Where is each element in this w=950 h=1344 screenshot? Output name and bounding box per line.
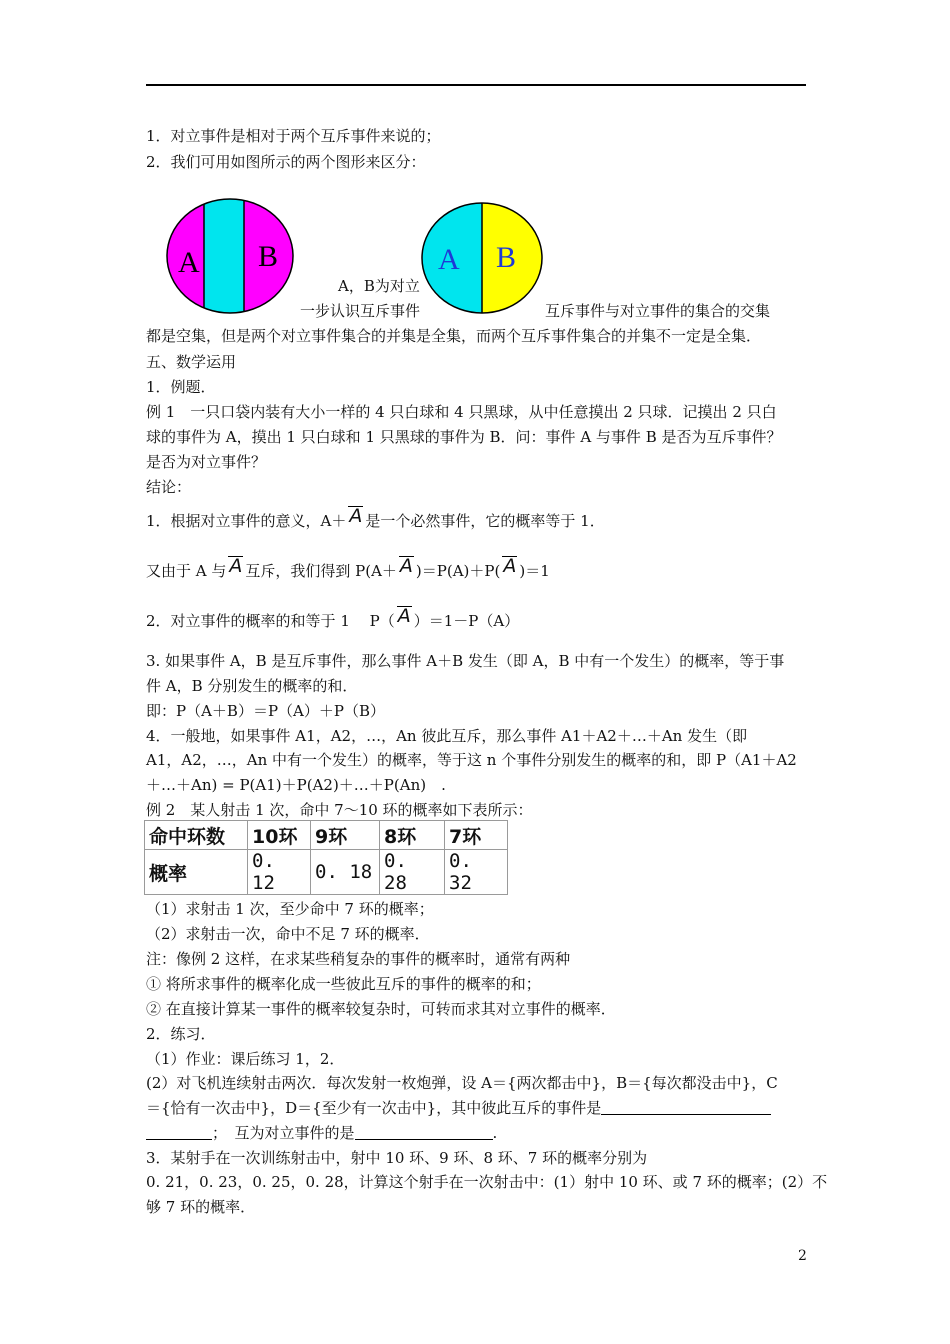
formula-line [146,556,550,581]
text-line [146,1098,771,1118]
text-line: (2）对飞机连续射击两次．每次发射一枚炮弹，设 A＝{两次都击中}，B＝{每次都没击中}，C [146,1074,778,1092]
answer-blank [355,1125,493,1140]
text-line: 一步认识互斥事件 [300,302,421,320]
answer-blank [601,1100,771,1115]
table-cell: 命中环数 [145,821,248,850]
text-line: ＋…＋An) = P(A1)＋P(A2)＋…＋P(An) . [146,776,446,794]
text-span: 2．对立事件的概率的和等于 1 P（ [146,612,395,630]
table-cell: 0. 28 [380,850,445,895]
page-number: 2 [798,1248,807,1264]
text-span: 互斥，我们得到 P(A＋ [245,562,397,580]
table-cell: 0. 32 [445,850,508,895]
text-line: ② 在直接计算某一事件的概率较复杂时，可转而求其对立事件的概率． [146,1000,616,1018]
text-line: （2）求射击一次，命中不足 7 环的概率． [146,925,430,943]
text-span: )＝1 [519,562,550,580]
answer-blank [146,1125,212,1140]
formula-line [146,506,605,531]
table-cell: 7环 [445,821,508,850]
text-line: （1）作业：课后练习 1，2． [146,1050,345,1068]
table-cell: 9环 [311,821,380,850]
table-cell: 8环 [380,821,445,850]
text-line: 结论： [146,478,192,496]
text-line: 够 7 环的概率． [146,1198,256,1216]
formula-line [146,606,519,631]
table-cell: 0. 12 [248,850,311,895]
text-line: 3. 如果事件 A，B 是互斥事件，那么事件 A＋B 发生（即 A，B 中有一个发生）的概率，等于事 [146,652,785,670]
text-span: )＝P(A)＋P( [415,562,501,580]
text-line: 即：P（A＋B）＝P（A）＋P（B） [146,702,385,720]
text-line: 4．一般地，如果事件 A1，A2，…，An 彼此互斥，那么事件 A1＋A2＋…＋An 发生（即 [146,727,748,745]
text-span: 是一个必然事件，它的概率等于 1． [365,512,605,530]
probability-table [144,820,508,895]
text-line: 2．我们可用如图所示的两个图形来区分： [146,153,426,171]
text-span: ）＝1－P（A） [413,612,520,630]
table-row [145,821,508,850]
event-b-label: B [258,240,279,273]
table-cell: 概率 [145,850,248,895]
complement-a: A [349,505,363,527]
text-line: 例 2 某人射击 1 次，命中 7～10 环的概率如下表所示： [146,801,533,819]
text-span: 1．根据对立事件的意义，A＋ [146,512,347,530]
text-line: 注：像例 2 这样，在求某些稍复杂的事件的概率时，通常有两种 [146,950,571,968]
text-line: 3．某射手在一次训练射击中，射中 10 环、9 环、8 环、7 环的概率分别为 [146,1149,648,1167]
header-rule [146,84,806,86]
text-line: ① 将所求事件的概率化成一些彼此互斥的事件的概率的和； [146,975,541,993]
section-heading: 五、数学运用 [146,353,237,371]
text-line: 球的事件为 A，摸出 1 只白球和 1 只黑球的事件为 B．问：事件 A 与事件 B 是否为互斥事件？ [146,428,782,446]
text-line: 件 A，B 分别发生的概率的和． [146,677,358,695]
text-line: 2．练习． [146,1025,216,1043]
text-line [146,1123,497,1143]
event-a-label: A [438,243,460,276]
event-b-label: B [496,241,517,274]
text-line: 例 1 一只口袋内装有大小一样的 4 只白球和 4 只黑球，从中任意摸出 2 只球．记摸出 2 只白 [146,403,777,421]
text-span: . [492,1124,498,1142]
text-span: 又由于 A 与 [146,562,227,580]
mutually-exclusive-diagram [164,196,296,316]
text-line: 0. 21，0. 23，0. 25，0. 28，计算这个射手在一次射击中：(1）射中 10 环、或 7 环的概率；(2）不 [146,1173,828,1191]
text-span: ； 互为对立事件的是 [212,1124,355,1142]
complement-a: A [229,555,243,577]
complement-a: A [397,605,411,627]
text-line: A1，A2，…，An 中有一个发生）的概率，等于这 n 个事件分别发生的概率的和，即 P（A1＋A2 [146,751,797,769]
text-line: 1．对立事件是相对于两个互斥事件来说的； [146,127,441,145]
table-row [145,850,508,895]
text-line: 是否为对立事件？ [146,453,267,471]
text-line: 都是空集，但是两个对立事件集合的并集是全集，而两个互斥事件集合的并集不一定是全集． [146,327,762,345]
complementary-events-diagram [420,201,544,315]
text-span: ＝{恰有一次击中}，D＝{至少有一次击中}，其中彼此互斥的事件是 [146,1099,602,1117]
text-line: 互斥事件与对立事件的集合的交集 [545,302,771,320]
text-line: 1．例题． [146,378,216,396]
event-a-label: A [178,246,200,279]
complement-a: A [503,555,517,577]
table-cell: 10环 [248,821,311,850]
complement-a: A [399,555,413,577]
text-line: （1）求射击 1 次，至少命中 7 环的概率； [146,900,434,918]
table-cell: 0. 18 [311,850,380,895]
text-line: A，B为对立 [338,277,420,295]
